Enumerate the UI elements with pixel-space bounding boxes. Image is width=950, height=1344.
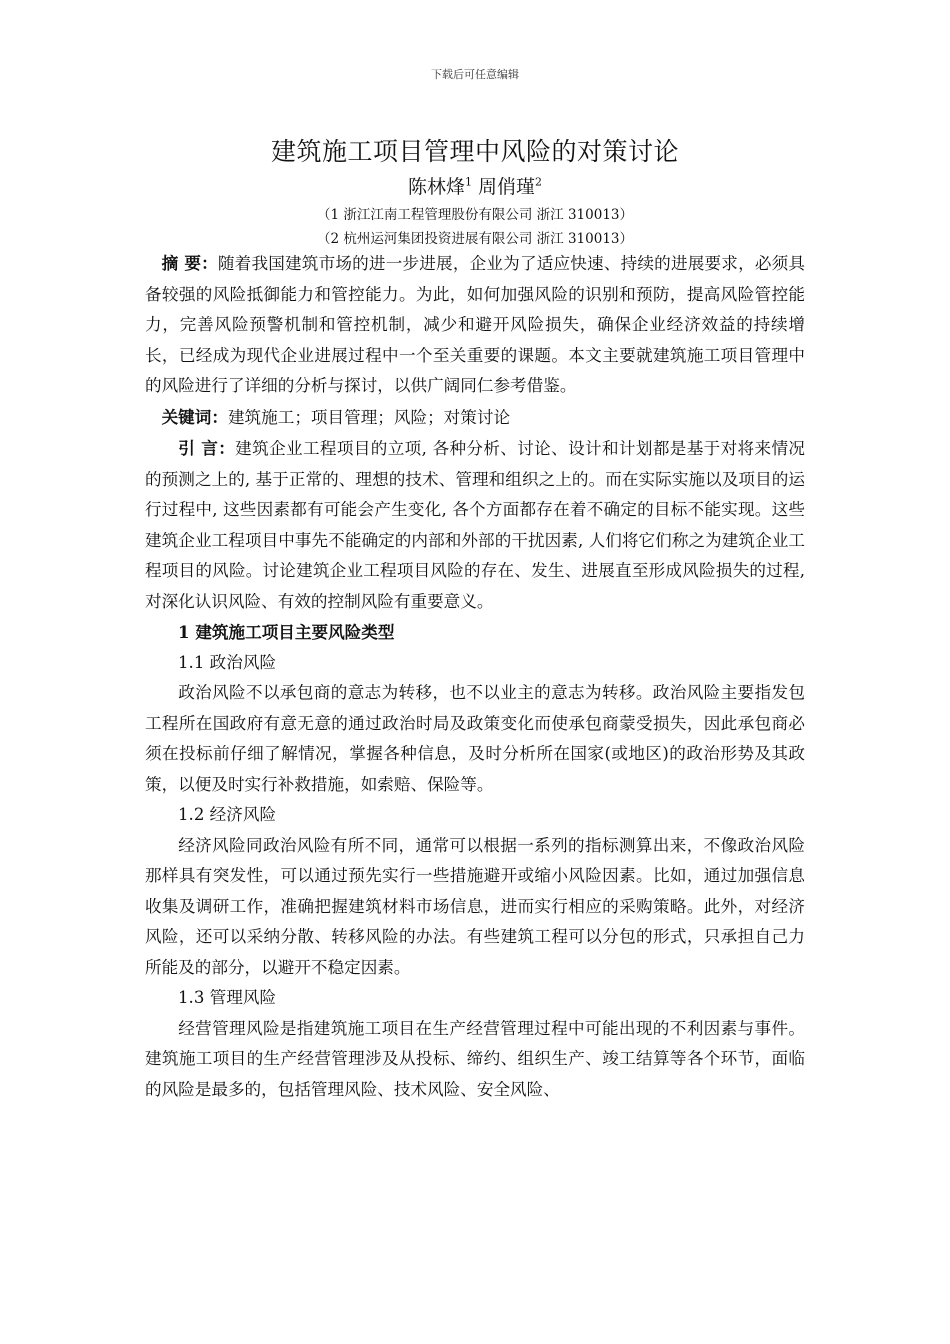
keywords-paragraph [145,402,805,434]
subsection-heading: 1.3 管理风险 [178,988,277,1007]
keywords-text: 建筑施工；项目管理；风险；对策讨论 [227,407,511,427]
document-title: 建筑施工项目管理中风险的对策讨论 [270,137,679,166]
affiliation-1: （1 浙江江南工程管理股份有限公司 浙江 310013） [317,207,633,223]
abstract-text: 随着我国建筑市场的进一步进展，企业为了适应快速、持续的进展要求，必须具备较强的风险抵御能力和管控能力。为此，如何加强风险的识别和预防，提高风险管控能力，完善风险预警机制和管控机制，减少和避开风险损失，确保企业经济效益的持续增长，已经成为现代企业进展过程中一个至关重要的课题。本文主要就建筑施工项目管理中的风险进行了详细的分析与探讨，以供广阔同仁参考借鉴。 [145,254,806,395]
affiliation-2: （2 杭州运河集团投资进展有限公司 浙江 310013） [317,231,633,247]
page-header: 下载后可任意编辑 [431,68,519,81]
subsection-heading: 1.2 经济风险 [178,805,277,824]
author-name: 陈林烽 [407,176,465,198]
author-affiliation-mark: 1 [464,175,472,189]
section-heading: 1 建筑施工项目主要风险类型 [178,622,395,642]
keywords-label: 关键词： [161,406,228,427]
author-affiliation-mark: 2 [535,175,543,189]
abstract-paragraph [145,248,805,402]
body-paragraph: 经营管理风险是指建筑施工项目在生产经营管理过程中可能出现的不利因素与事件。建筑施工项目的生产经营管理涉及从投标、缔约、组织生产、竣工结算等各个环节，面临的风险是最多的，包括管理风险、技术风险、安全风险、 [145,1018,805,1099]
subsection-heading: 1.1 政治风险 [178,652,277,672]
intro-label: 引 言： [178,438,236,458]
intro-text: 建筑企业工程项目的立项, 各种分析、讨论、设计和计划都是基于对将来情况的预测之上的, 基于正常的、理想的技术、管理和组织之上的。而在实际实施以及项目的运行过程中, 这些因素都有可能会产生变化, 各个方面都存在着不确定的目标不能实现。这些建筑企业工程项目中事先不能确定的内部和外部的干扰因素, 人们将它们称之为建筑企业工程项目的风险。讨论建筑企业工程项目风险的存在、发生、进展直至形成风险损失的过程, 对深化认识风险、有效的控制风险有重要意义。 [145,439,805,611]
author-name: 周俏瑾 [478,176,536,198]
authors-line [0,172,950,199]
document-body [145,248,805,1105]
intro-paragraph [145,433,805,617]
body-paragraph: 政治风险不以承包商的意志为转移，也不以业主的意志为转移。政治风险主要指发包工程所在国政府有意无意的通过政治时局及政策变化而使承包商蒙受损失，因此承包商必须在投标前仔细了解情况，掌握各种信息，及时分析所在国家(或地区)的政治形势及其政策，以便及时实行补救措施，如索赔、保险等。 [145,683,805,794]
abstract-label: 摘 要： [161,253,218,273]
body-paragraph: 经济风险同政治风险有所不同，通常可以根据一系列的指标测算出来，不像政治风险那样具有突发性，可以通过预先实行一些措施避开或缩小风险因素。比如，通过加强信息收集及调研工作，准确把握建筑材料市场信息，进而实行相应的采购策略。此外，对经济风险，还可以采纳分散、转移风险的办法。有些建筑工程可以分包的形式，只承担自己力所能及的部分，以避开不稳定因素。 [145,835,805,977]
